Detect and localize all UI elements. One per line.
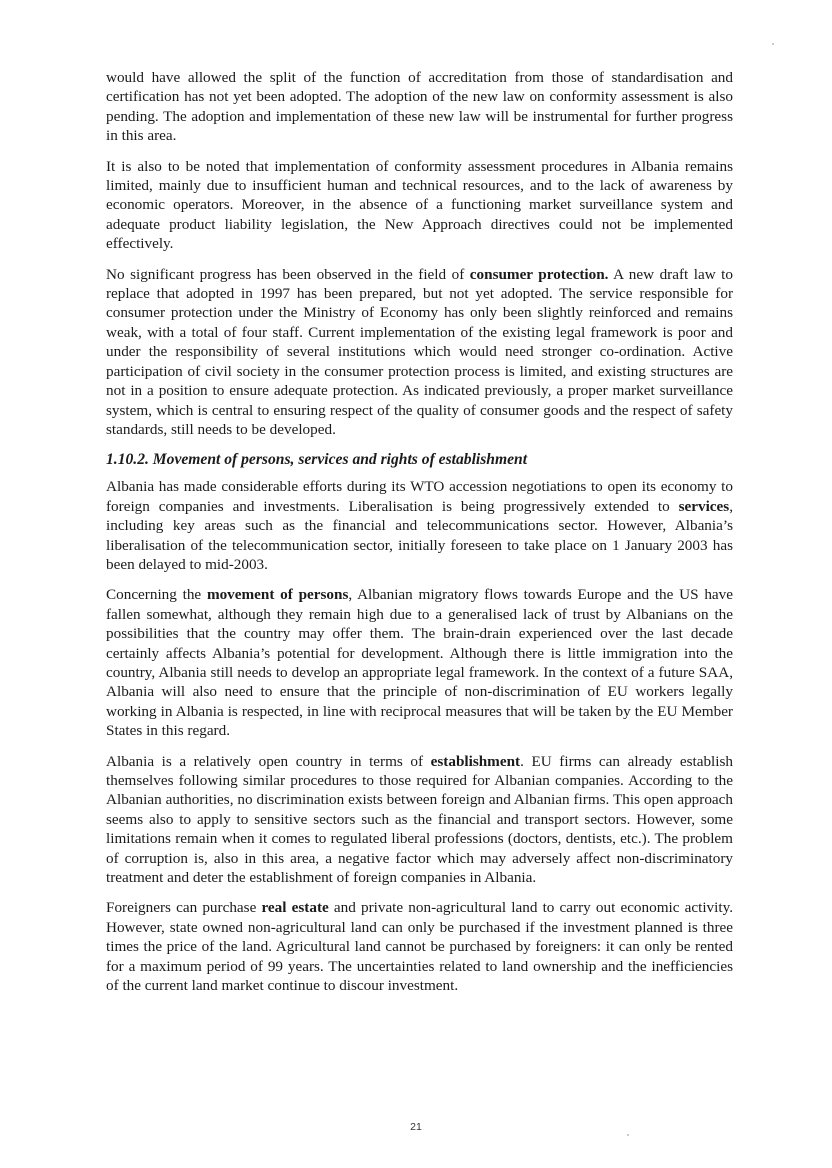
term-services: services	[678, 497, 730, 515]
scan-speck	[772, 43, 774, 45]
term-movement-of-persons: movement of persons	[206, 586, 349, 604]
term-consumer-protection: consumer protection.	[469, 265, 609, 283]
section-heading: 1.10.2. Movement of persons, services and rights of establishment	[106, 451, 528, 469]
paragraph-establishment: Albania is a relatively open country in terms of establishment. EU firms can already establish themselves following similar procedures to those required for Albanian companies. According to the Albanian authorities, no discrimination exists between foreign and Albanian firms. This open approach seems also to apply to sensitive sectors such as the financial and transport sectors. However, some limitations remain when it comes to regulated liberal professions (doctors, dentists, etc.). The problem of corruption is, also in this area, a negative factor which may adversely affect non-discriminatory treatment and deter the establishment of foreign companies in Albania.	[106, 752, 734, 887]
paragraph-movement-of-persons: Concerning the movement of persons, Albanian migratory flows towards Europe and the US have fallen somewhat, although they remain high due to a generalised lack of trust by Albanians on the possibilities that the country may offer them. The brain-drain experienced over the last decade certainly affects Albania’s potential for development. Although there is little immigration into the country, Albania still needs to develop an appropriate legal framework. In the context of a future SAA, Albania will also need to ensure that the principle of non-discrimination of EU workers legally working in Albania is respected, in line with reciprocal measures that will be taken by the EU Member States in this regard.	[106, 586, 733, 740]
term-real-estate: real estate	[261, 899, 329, 917]
paragraph-conformity-assessment: It is also to be noted that implementation of conformity assessment procedures in Albania remains limited, mainly due to insufficient human and technical resources, and to the lack of awareness by economic operators. Moreover, in the absence of a functioning market surveillance system and adequate product liability legislation, the New Approach directives could not be implemented effectively.	[106, 157, 733, 253]
paragraph-consumer-protection: No significant progress has been observed in the field of consumer protection. A new draft law to replace that adopted in 1997 has been prepared, but not yet adopted. The service responsible for consumer protection under the Ministry of Economy has only been slightly reinforced and remains weak, with a total of four staff. Current implementation of the existing legal framework is poor and under the responsibility of several institutions which would need stronger co-ordination. Active participation of civil society in the consumer protection process is limited, and existing structures are not in a position to ensure adequate protection. As indicated previously, a proper market surveillance system, which is central to ensuring respect of the quality of consumer goods and the respect of safety standards, still needs to be developed.	[106, 265, 733, 438]
paragraph-services: Albania has made considerable efforts during its WTO accession negotiations to open its economy to foreign companies and investments. Liberalisation is being progressively extended to services, including key areas such as the financial and telecommunications sector. However, Albania’s liberalisation of the telecommunication sector, initially foreseen to take place on 1 January 2003 has been delayed to mid-2003.	[106, 478, 733, 573]
document-page	[106, 68, 733, 1006]
scan-speck	[627, 1134, 629, 1136]
paragraph-real-estate: Foreigners can purchase real estate and private non-agricultural land to carry out economic activity. However, state owned non-agricultural land can only be purchased if the investment planned is three times the price of the land. Agricultural land cannot be purchased by foreigners: it can only be rented for a maximum period of 99 years. The uncertainties related to land ownership and the inefficiencies of the current land market continue to discour investment.	[106, 899, 733, 995]
paragraph-conformity-law: would have allowed the split of the function of accreditation from those of standardisation and certification has not yet been adopted. The adoption of the new law on conformity assessment is also pending. The adoption and implementation of these new law will be instrumental for further progress in this area.	[106, 69, 733, 145]
page-number: 21	[410, 1121, 422, 1133]
term-establishment: establishment	[430, 752, 521, 770]
